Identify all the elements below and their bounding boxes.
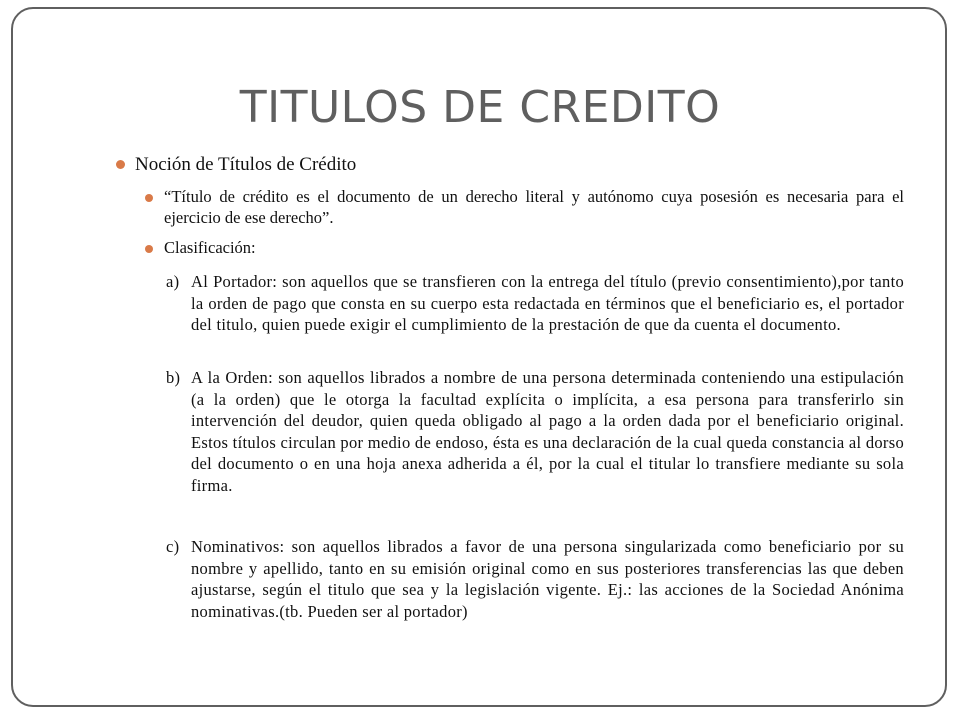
- bullet-definition: “Título de crédito es el documento de un derecho literal y autónomo cuya posesión es necesaria para el ejercicio de ese derecho”.: [164, 187, 904, 227]
- item-text: Al Portador: son aquellos que se transfieren con la entrega del título (previo consentimiento),por tanto la orden de pago que consta en su cuerpo esta redactada en términos que el beneficiario es, el portador del titulo, quien puede exigir el cumplimiento de la prestación de que da cuenta el documento.: [191, 272, 904, 334]
- classification-item-c: [166, 536, 904, 622]
- item-label: b): [166, 368, 181, 387]
- item-text: A la Orden: son aquellos librados a nombre de una persona determinada conteniendo una estipulación (a la orden) que le otorga la facultad explícita o implícita, a esa persona para transferirlo sin intervención del deudor, quien queda obligado al pago a la orden dada por el beneficiario original. Estos títulos circulan por medio de endoso, ésta es una declaración de la cual queda constancia al dorso del documento o en una hoja anexa adherida a él, por la cual el titular lo transfiere mediante su sola firma.: [191, 368, 904, 495]
- bullet-dot-icon: [116, 160, 125, 169]
- bullet-dot-icon: [145, 245, 153, 253]
- item-text: Nominativos: son aquellos librados a favor de una persona singularizada como beneficiario por su nombre y apellido, tanto en su emisión original como en sus posteriores transferencias las que deben ajustarse, según el titulo que sea y la legislación vigente. Ej.: las acciones de la Sociedad Anónima nominativas.(tb. Pueden ser al portador): [191, 537, 904, 621]
- slide-title: TITULOS DE CREDITO: [239, 82, 721, 133]
- bullet-dot-icon: [145, 194, 153, 202]
- bullet-classification: Clasificación:: [164, 238, 256, 257]
- item-label: c): [166, 537, 180, 556]
- classification-item-b: [166, 367, 904, 496]
- bullet-notion: Noción de Títulos de Crédito: [135, 154, 357, 175]
- item-label: a): [166, 272, 180, 291]
- classification-item-a: [166, 271, 904, 336]
